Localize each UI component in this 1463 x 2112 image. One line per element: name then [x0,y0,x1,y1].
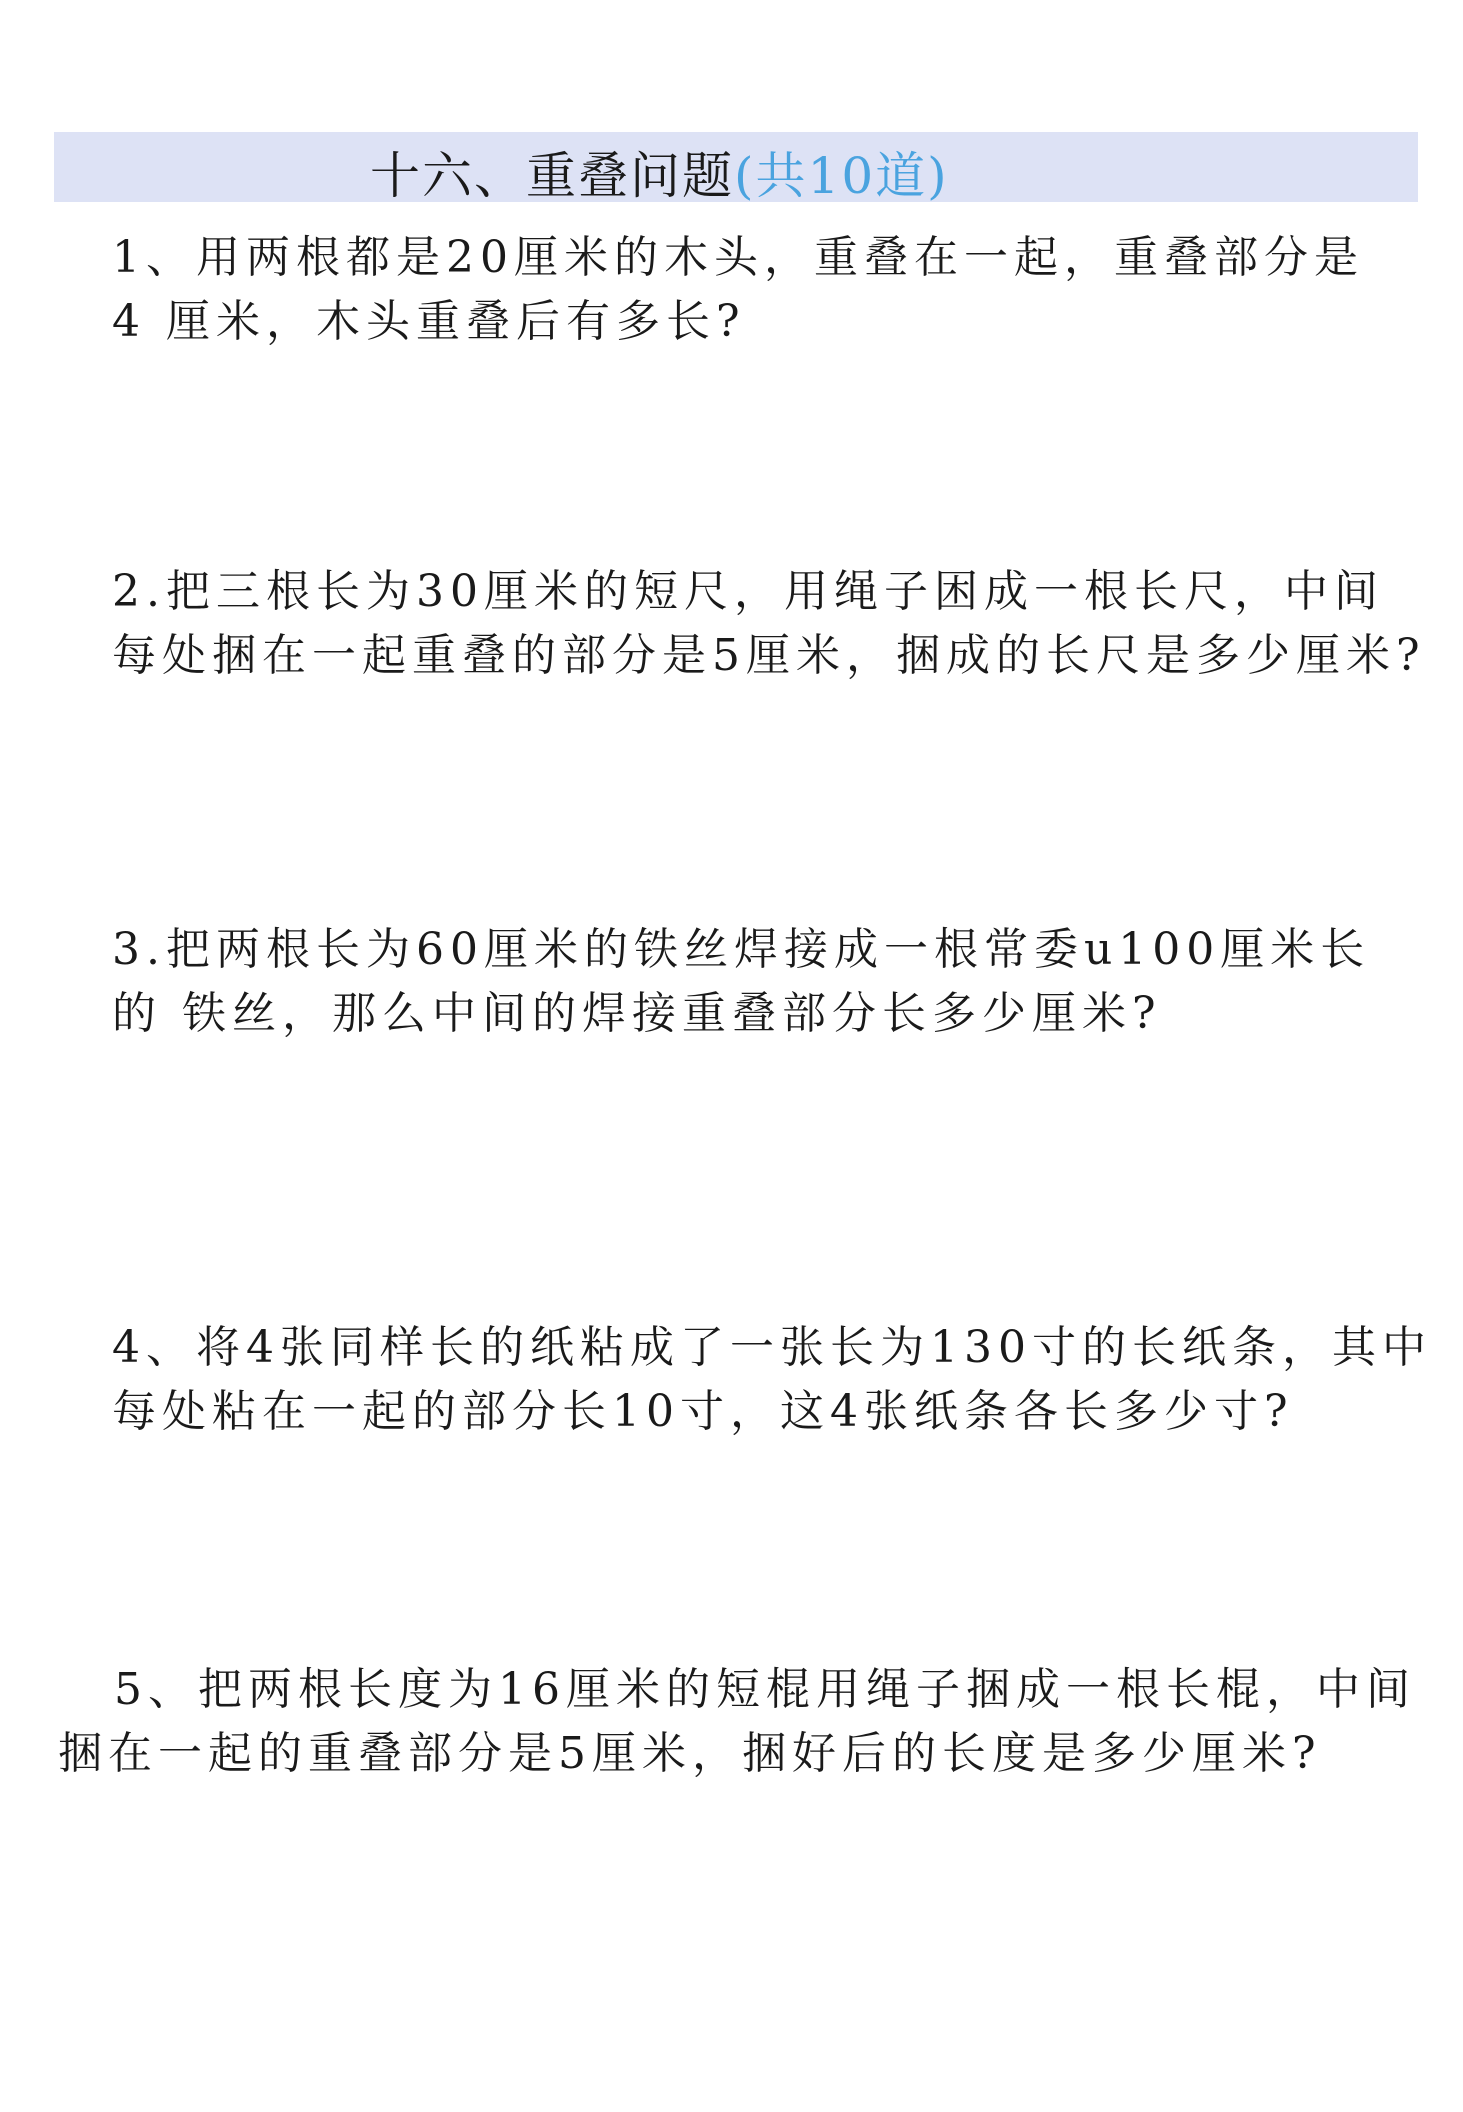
problem-3-line-1: 3.把两根长为60厘米的铁丝焊接成一根常委u100厘米长 [112,924,1371,975]
problem-4 [112,1316,1432,1444]
problem-5-line-2: 捆在一起的重叠部分是5厘米，捆好后的长度是多少厘米? [58,1728,1322,1779]
problem-2-line-2: 每处捆在一起重叠的部分是5厘米，捆成的长尺是多少厘米? [112,630,1426,681]
problem-1-line-2: 4 厘米，木头重叠后有多长? [112,296,746,347]
problem-1-line-1: 1、用两根都是20厘米的木头，重叠在一起，重叠部分是 [112,232,1364,283]
problem-4-line-1: 4、将4张同样长的纸粘成了一张长为130寸的长纸条，其中 [112,1322,1432,1373]
problem-1 [112,226,1364,354]
problem-4-line-2: 每处粘在一起的部分长10寸，这4张纸条各长多少寸? [112,1386,1294,1437]
title-count: (共10道) [734,147,949,205]
problem-2-line-1: 2.把三根长为30厘米的短尺，用绳子困成一根长尺，中间 [112,566,1384,617]
problem-5-line-1: 5、把两根长度为16厘米的短棍用绳子捆成一根长棍，中间 [114,1664,1416,1715]
problem-3 [112,918,1370,1046]
problem-3-line-2: 的 铁丝，那么中间的焊接重叠部分长多少厘米? [112,988,1162,1039]
problem-2 [112,560,1426,688]
problem-5 [58,1658,1416,1786]
page-title [370,146,949,206]
title-main: 十六、重叠问题 [370,147,734,205]
